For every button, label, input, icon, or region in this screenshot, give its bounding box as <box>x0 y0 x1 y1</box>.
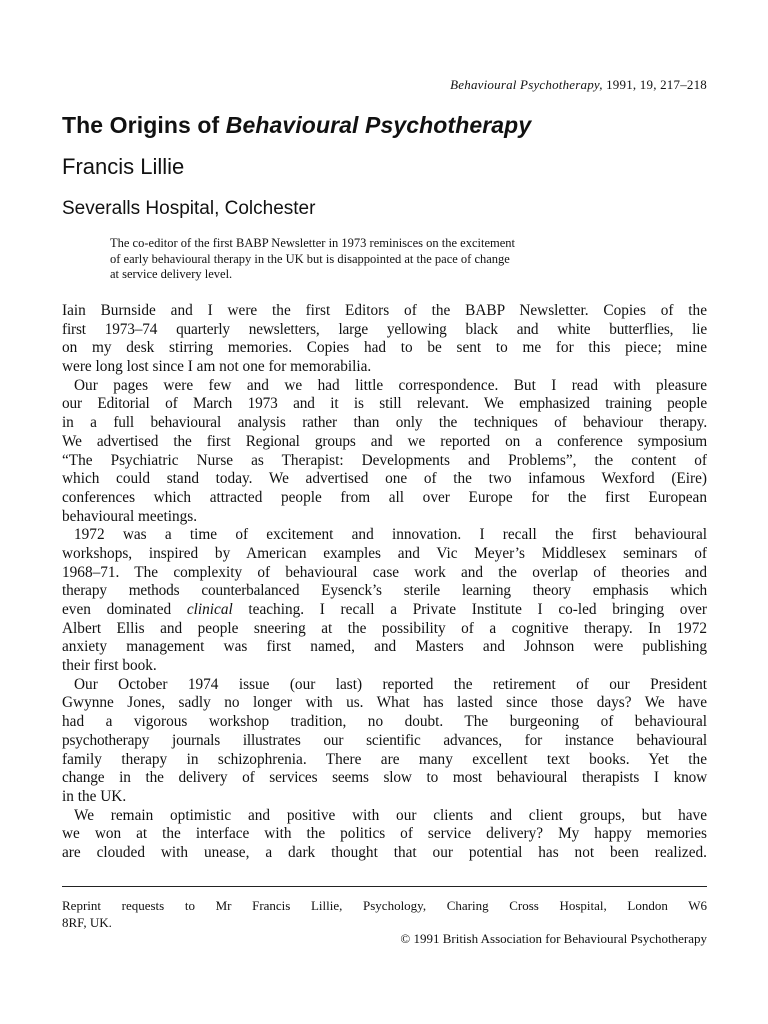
reprint-line: Reprint requests to Mr Francis Lillie, Psychology, Charing Cross Hospital, London W6 <box>62 898 707 913</box>
reprint-footnote <box>62 897 707 931</box>
body-line-with-emphasis: even dominated clinical teaching. I recall a Private Institute I co-led bringing over <box>62 601 707 618</box>
body-line: Albert Ellis and people sneering at the possibility of a cognitive therapy. In 1972 <box>62 619 707 637</box>
reprint-line: 8RF, UK. <box>62 915 112 930</box>
body-line: are clouded with unease, a dark thought that our potential has not been realized. <box>62 843 707 861</box>
body-line: 1972 was a time of excitement and innovation. I recall the first behavioural <box>74 526 707 544</box>
body-line: we won at the interface with the politics of service delivery? My happy memories <box>62 825 707 843</box>
body-line: in a full behavioural analysis rather than only the techniques of behaviour therapy. <box>62 414 707 432</box>
article-title-italic: Behavioural Psychotherapy <box>225 112 532 138</box>
emphasis-clinical: clinical <box>186 601 233 618</box>
body-line: first 1973–74 quarterly newsletters, large yellowing black and white butterflies, lie <box>62 320 707 338</box>
footnote-divider <box>62 886 707 887</box>
body-line: anxiety management was first named, and Masters and Johnson were publishing <box>62 638 707 656</box>
body-line: were long lost since I am not one for memorabilia. <box>62 358 372 376</box>
article-title-plain: The Origins of <box>62 112 226 138</box>
body-line: Gwynne Jones, sadly no longer with us. What has lasted since those days? We have <box>62 694 707 712</box>
body-line: Our October 1974 issue (our last) reported the retirement of our President <box>74 675 707 693</box>
body-line: We advertised the first Regional groups and we reported on a conference symposium <box>62 432 707 450</box>
journal-volume-pages: 1991, 19, 217–218 <box>606 77 707 92</box>
author-affiliation: Severalls Hospital, Colchester <box>62 198 316 219</box>
body-line: behavioural meetings. <box>62 507 198 525</box>
article-page <box>62 0 707 1024</box>
body-line: on my desk stirring memories. Copies had to be sent to me for this piece; mine <box>62 339 707 357</box>
body-line: had a vigorous workshop tradition, no doubt. The burgeoning of behavioural <box>62 713 707 731</box>
body-line: Iain Burnside and I were the first Editors of the BABP Newsletter. Copies of the <box>62 302 707 319</box>
abstract-line: of early behavioural therapy in the UK but is disappointed at the pace of change <box>110 251 510 266</box>
body-line: change in the delivery of services seems slow to most behavioural therapists I know <box>62 769 707 787</box>
journal-citation <box>450 77 707 93</box>
body-line: workshops, inspired by American examples and Vic Meyer’s Middlesex seminars of <box>62 544 707 562</box>
body-line: our Editorial of March 1973 and it is still relevant. We emphasized training people <box>62 395 707 413</box>
body-line: which could stand today. We advertised one of the two infamous Wexford (Eire) <box>62 470 707 488</box>
article-body <box>62 302 707 863</box>
body-line: therapy methods counterbalanced Eysenck’s sterile learning theory emphasis which <box>62 582 707 600</box>
body-line: family therapy in schizophrenia. There are many excellent text books. Yet the <box>62 750 707 768</box>
body-line: in the UK. <box>62 787 127 805</box>
abstract <box>110 236 670 283</box>
article-title <box>62 112 531 139</box>
copyright-notice: © 1991 British Association for Behavioural Psychotherapy <box>400 931 707 946</box>
body-line: “The Psychiatric Nurse as Therapist: Developments and Problems”, the content of <box>62 451 707 469</box>
body-line: psychotherapy journals illustrates our scientific advances, for instance behavioural <box>62 731 707 749</box>
abstract-line: at service delivery level. <box>110 267 233 281</box>
body-line: 1968–71. The complexity of behavioural case work and the overlap of theories and <box>62 563 707 581</box>
body-line: Our pages were few and we had little correspondence. But I read with pleasure <box>74 376 707 394</box>
body-line: We remain optimistic and positive with our clients and client groups, but have <box>74 806 707 824</box>
abstract-line: The co-editor of the first BABP Newsletter in 1973 reminisces on the excitement <box>110 236 515 250</box>
journal-name: Behavioural Psychotherapy, <box>450 77 603 92</box>
author-name: Francis Lillie <box>62 154 185 179</box>
body-line: their first book. <box>62 657 157 675</box>
body-line: conferences which attracted people from all over Europe for the first European <box>62 488 707 506</box>
